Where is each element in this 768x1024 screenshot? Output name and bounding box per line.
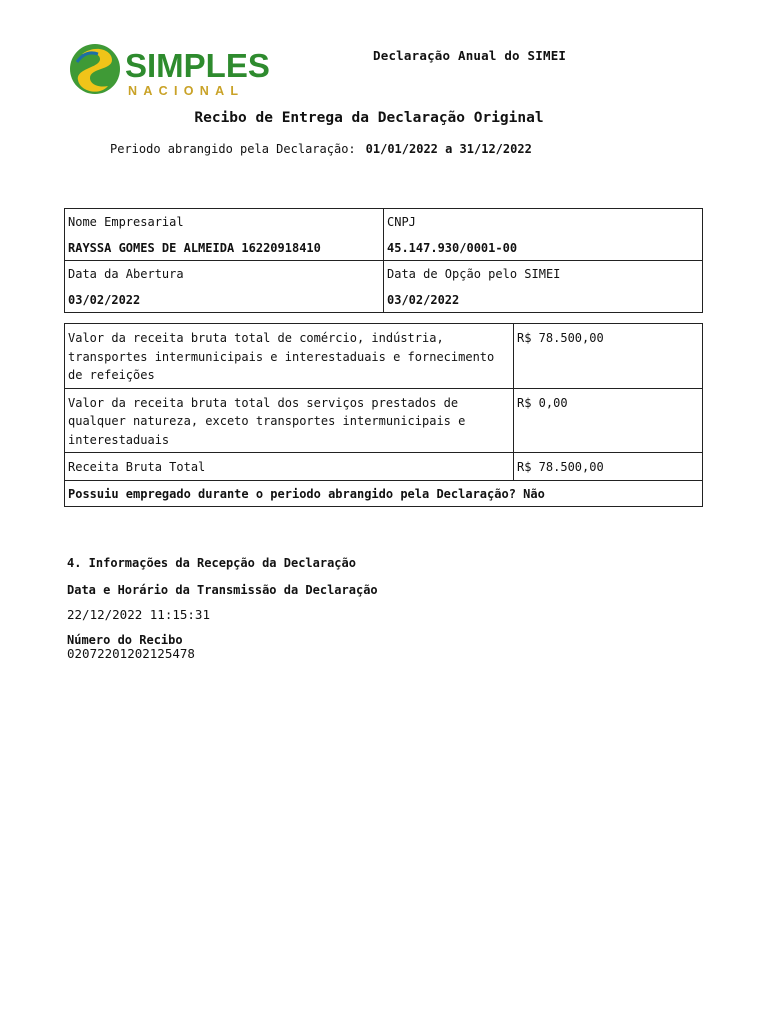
company-name-label: Nome Empresarial (68, 215, 184, 229)
table-row (65, 480, 703, 506)
transmission-datetime-label: Data e Horário da Transmissão da Declaração (67, 583, 378, 597)
cnpj-cell (384, 209, 703, 261)
table-row (65, 324, 703, 389)
simei-option-date-label: Data de Opção pelo SIMEI (387, 267, 561, 281)
svg-text:SIMPLES: SIMPLES (125, 47, 270, 84)
table-row (65, 388, 703, 453)
receipt-number-value: 02072201202125478 (67, 646, 195, 661)
revenue-commerce-value: R$ 78.500,00 (514, 324, 703, 389)
revenue-table (64, 323, 703, 507)
simei-option-date-cell (384, 261, 703, 313)
transmission-datetime-value: 22/12/2022 11:15:31 (67, 607, 210, 622)
employee-question: Possuiu empregado durante o periodo abrangido pela Declaração? Não (65, 480, 703, 506)
company-name-cell (65, 209, 384, 261)
reception-section-title: 4. Informações da Recepção da Declaração (67, 556, 356, 570)
period-label: Periodo abrangido pela Declaração: (110, 142, 356, 156)
opening-date-cell (65, 261, 384, 313)
total-revenue-value: R$ 78.500,00 (514, 453, 703, 481)
page-title: Recibo de Entrega da Declaração Original (194, 110, 544, 126)
receipt-number-label: Número do Recibo (67, 633, 183, 647)
opening-date-label: Data da Abertura (68, 267, 184, 281)
revenue-services-description: Valor da receita bruta total dos serviços prestados de qualquer natureza, exceto transportes intermunicipais e interestaduais (65, 388, 514, 453)
simples-nacional-logo (68, 40, 273, 100)
revenue-commerce-description: Valor da receita bruta total de comércio, indústria, transportes intermunicipais e interestaduais e fornecimento de refeições (65, 324, 514, 389)
declaration-period (110, 142, 532, 156)
total-revenue-label: Receita Bruta Total (65, 453, 514, 481)
svg-text:NACIONAL: NACIONAL (128, 84, 245, 98)
document-type-header: Declaração Anual do SIMEI (373, 48, 567, 63)
cnpj-value: 45.147.930/0001-00 (387, 241, 518, 255)
table-row (65, 209, 703, 261)
period-value: 01/01/2022 a 31/12/2022 (365, 142, 532, 156)
simei-option-date-value: 03/02/2022 (387, 293, 460, 307)
table-row (65, 261, 703, 313)
cnpj-label: CNPJ (387, 215, 416, 229)
opening-date-value: 03/02/2022 (68, 293, 141, 307)
company-name-value: RAYSSA GOMES DE ALMEIDA 16220918410 (68, 241, 321, 255)
revenue-services-value: R$ 0,00 (514, 388, 703, 453)
table-row (65, 453, 703, 481)
company-info-table (64, 208, 703, 313)
simples-nacional-logo-mark (68, 40, 273, 100)
